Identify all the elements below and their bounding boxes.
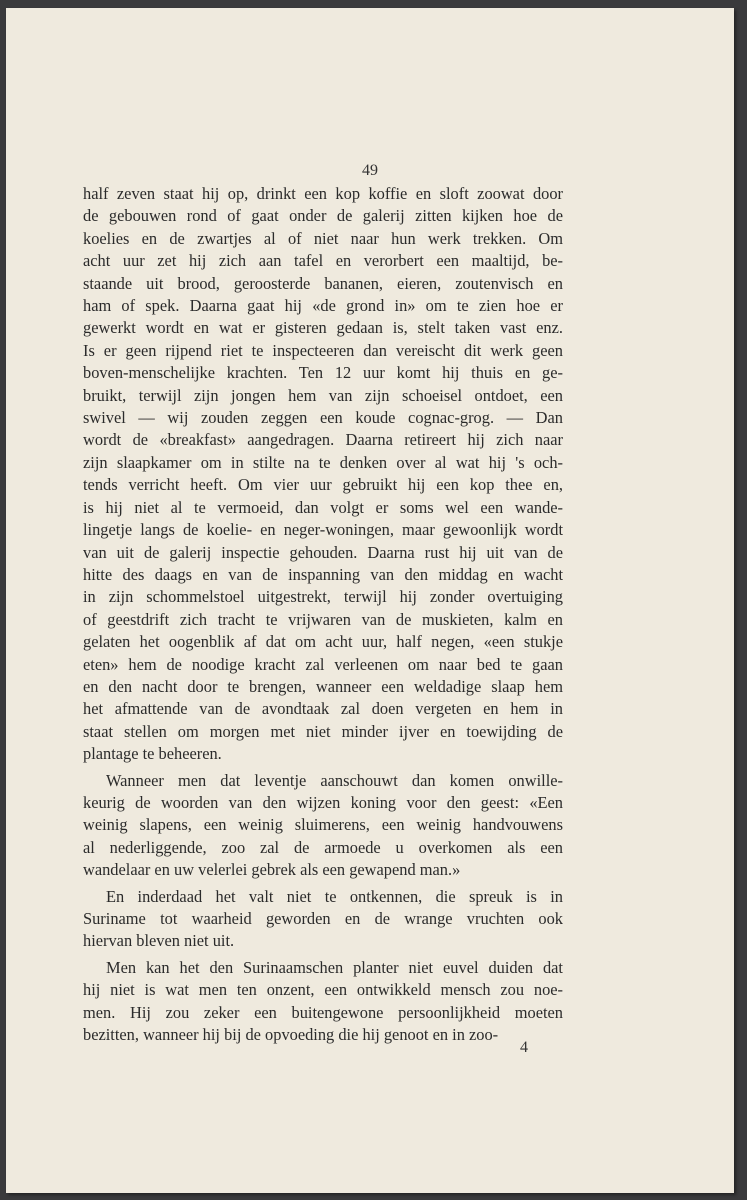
text-line: hij niet is wat men ten onzent, een ontwikkeld mensch zou noe-	[83, 980, 563, 1000]
text-line: in zijn schommelstoel uitgestrekt, terwijl hij zonder overtuiging	[83, 587, 563, 607]
page-number: 49	[362, 162, 378, 179]
text-line: lingetje langs de koelie- en neger-woningen, maar gewoonlijk wordt	[83, 520, 563, 540]
text-line: En inderdaad het valt niet te ontkennen, die spreuk is in	[106, 886, 563, 906]
text-line: hiervan bleven niet uit.	[83, 931, 235, 951]
text-line: swivel — wij zouden zeggen een koude cognac-grog. — Dan	[83, 408, 563, 428]
text-line: bezitten, wanneer hij bij de opvoeding die hij genoot en in zoo-	[83, 1025, 499, 1045]
text-line: is hij niet al te vermoeid, dan volgt er soms wel een wande-	[83, 497, 563, 517]
text-line: wandelaar en uw velerlei gebrek als een gewapend man.»	[83, 860, 461, 880]
body-text	[83, 183, 563, 1046]
text-line: het afmattende van de avondtaak zal doen vergeten en hem in	[83, 699, 563, 719]
text-line: Suriname tot waarheid geworden en de wrange vruchten ook	[83, 909, 563, 928]
text-line: de gebouwen rond of gaat onder de galerij zitten kijken hoe de	[83, 206, 563, 226]
text-line: hitte des daags en van de inspanning van den middag en wacht	[83, 564, 563, 584]
text-line: staande uit brood, geroosterde bananen, eieren, zoutenvisch en	[83, 273, 563, 293]
signature-mark: 4	[520, 1039, 528, 1056]
text-line: zijn slaapkamer om in stilte na te denken over al wat hij 's och-	[83, 452, 563, 472]
text-line: of geestdrift zich tracht te vrijwaren van de muskieten, kalm en	[83, 609, 563, 629]
text-line: boven-menschelijke krachten. Ten 12 uur komt hij thuis en ge-	[83, 363, 563, 383]
paragraph	[83, 957, 563, 1047]
text-line: half zeven staat hij op, drinkt een kop koffie en sloft zoowat door	[83, 184, 563, 203]
text-line: wordt de «breakfast» aangedragen. Daarna retireert hij zich naar	[83, 430, 563, 450]
text-line: plantage te beheeren.	[83, 744, 222, 764]
text-line: Men kan het den Surinaamschen planter niet euvel duiden dat	[106, 957, 563, 977]
text-line: ham of spek. Daarna gaat hij «de grond in» om te zien hoe er	[83, 296, 563, 316]
text-line: al nederliggende, zoo zal de armoede u overkomen als een	[83, 837, 563, 857]
text-line: en den nacht door te brengen, wanneer een weldadige slaap hem	[83, 676, 563, 696]
text-line: bruikt, terwijl zijn jongen hem van zijn schoeisel ontdoet, een	[83, 385, 563, 405]
paragraph	[83, 886, 563, 953]
text-line: Is er geen rijpend riet te inspecteeren dan vereischt dit werk geen	[83, 340, 563, 360]
text-line: staat stellen om morgen met niet minder ijver en toewijding de	[83, 721, 563, 741]
text-line: van uit de galerij inspectie gehouden. Daarna rust hij uit van de	[83, 542, 563, 562]
text-line: tends verricht heeft. Om vier uur gebruikt hij een kop thee en,	[83, 475, 563, 495]
text-line: koelies en de zwartjes al of niet naar hun werk trekken. Om	[83, 228, 563, 248]
text-line: acht uur zet hij zich aan tafel en verorbert een maaltijd, be-	[83, 251, 563, 271]
text-line: keurig de woorden van den wijzen koning voor den geest: «Een	[83, 792, 563, 812]
book-page	[6, 8, 734, 1193]
text-line: eten» hem de noodige kracht zal verleenen om naar bed te gaan	[83, 654, 563, 674]
text-line: men. Hij zou zeker een buitengewone persoonlijkheid moeten	[83, 1002, 563, 1022]
text-line: gewerkt wordt en wat er gisteren gedaan is, stelt taken vast enz.	[83, 318, 563, 338]
text-line: gelaten het oogenblik af dat om acht uur, half negen, «een stukje	[83, 632, 563, 652]
paragraph	[83, 183, 563, 766]
paragraph	[83, 770, 563, 882]
text-line: weinig slapens, een weinig sluimerens, een weinig handvouwens	[83, 815, 563, 835]
text-line: Wanneer men dat leventje aanschouwt dan komen onwille-	[106, 770, 563, 790]
